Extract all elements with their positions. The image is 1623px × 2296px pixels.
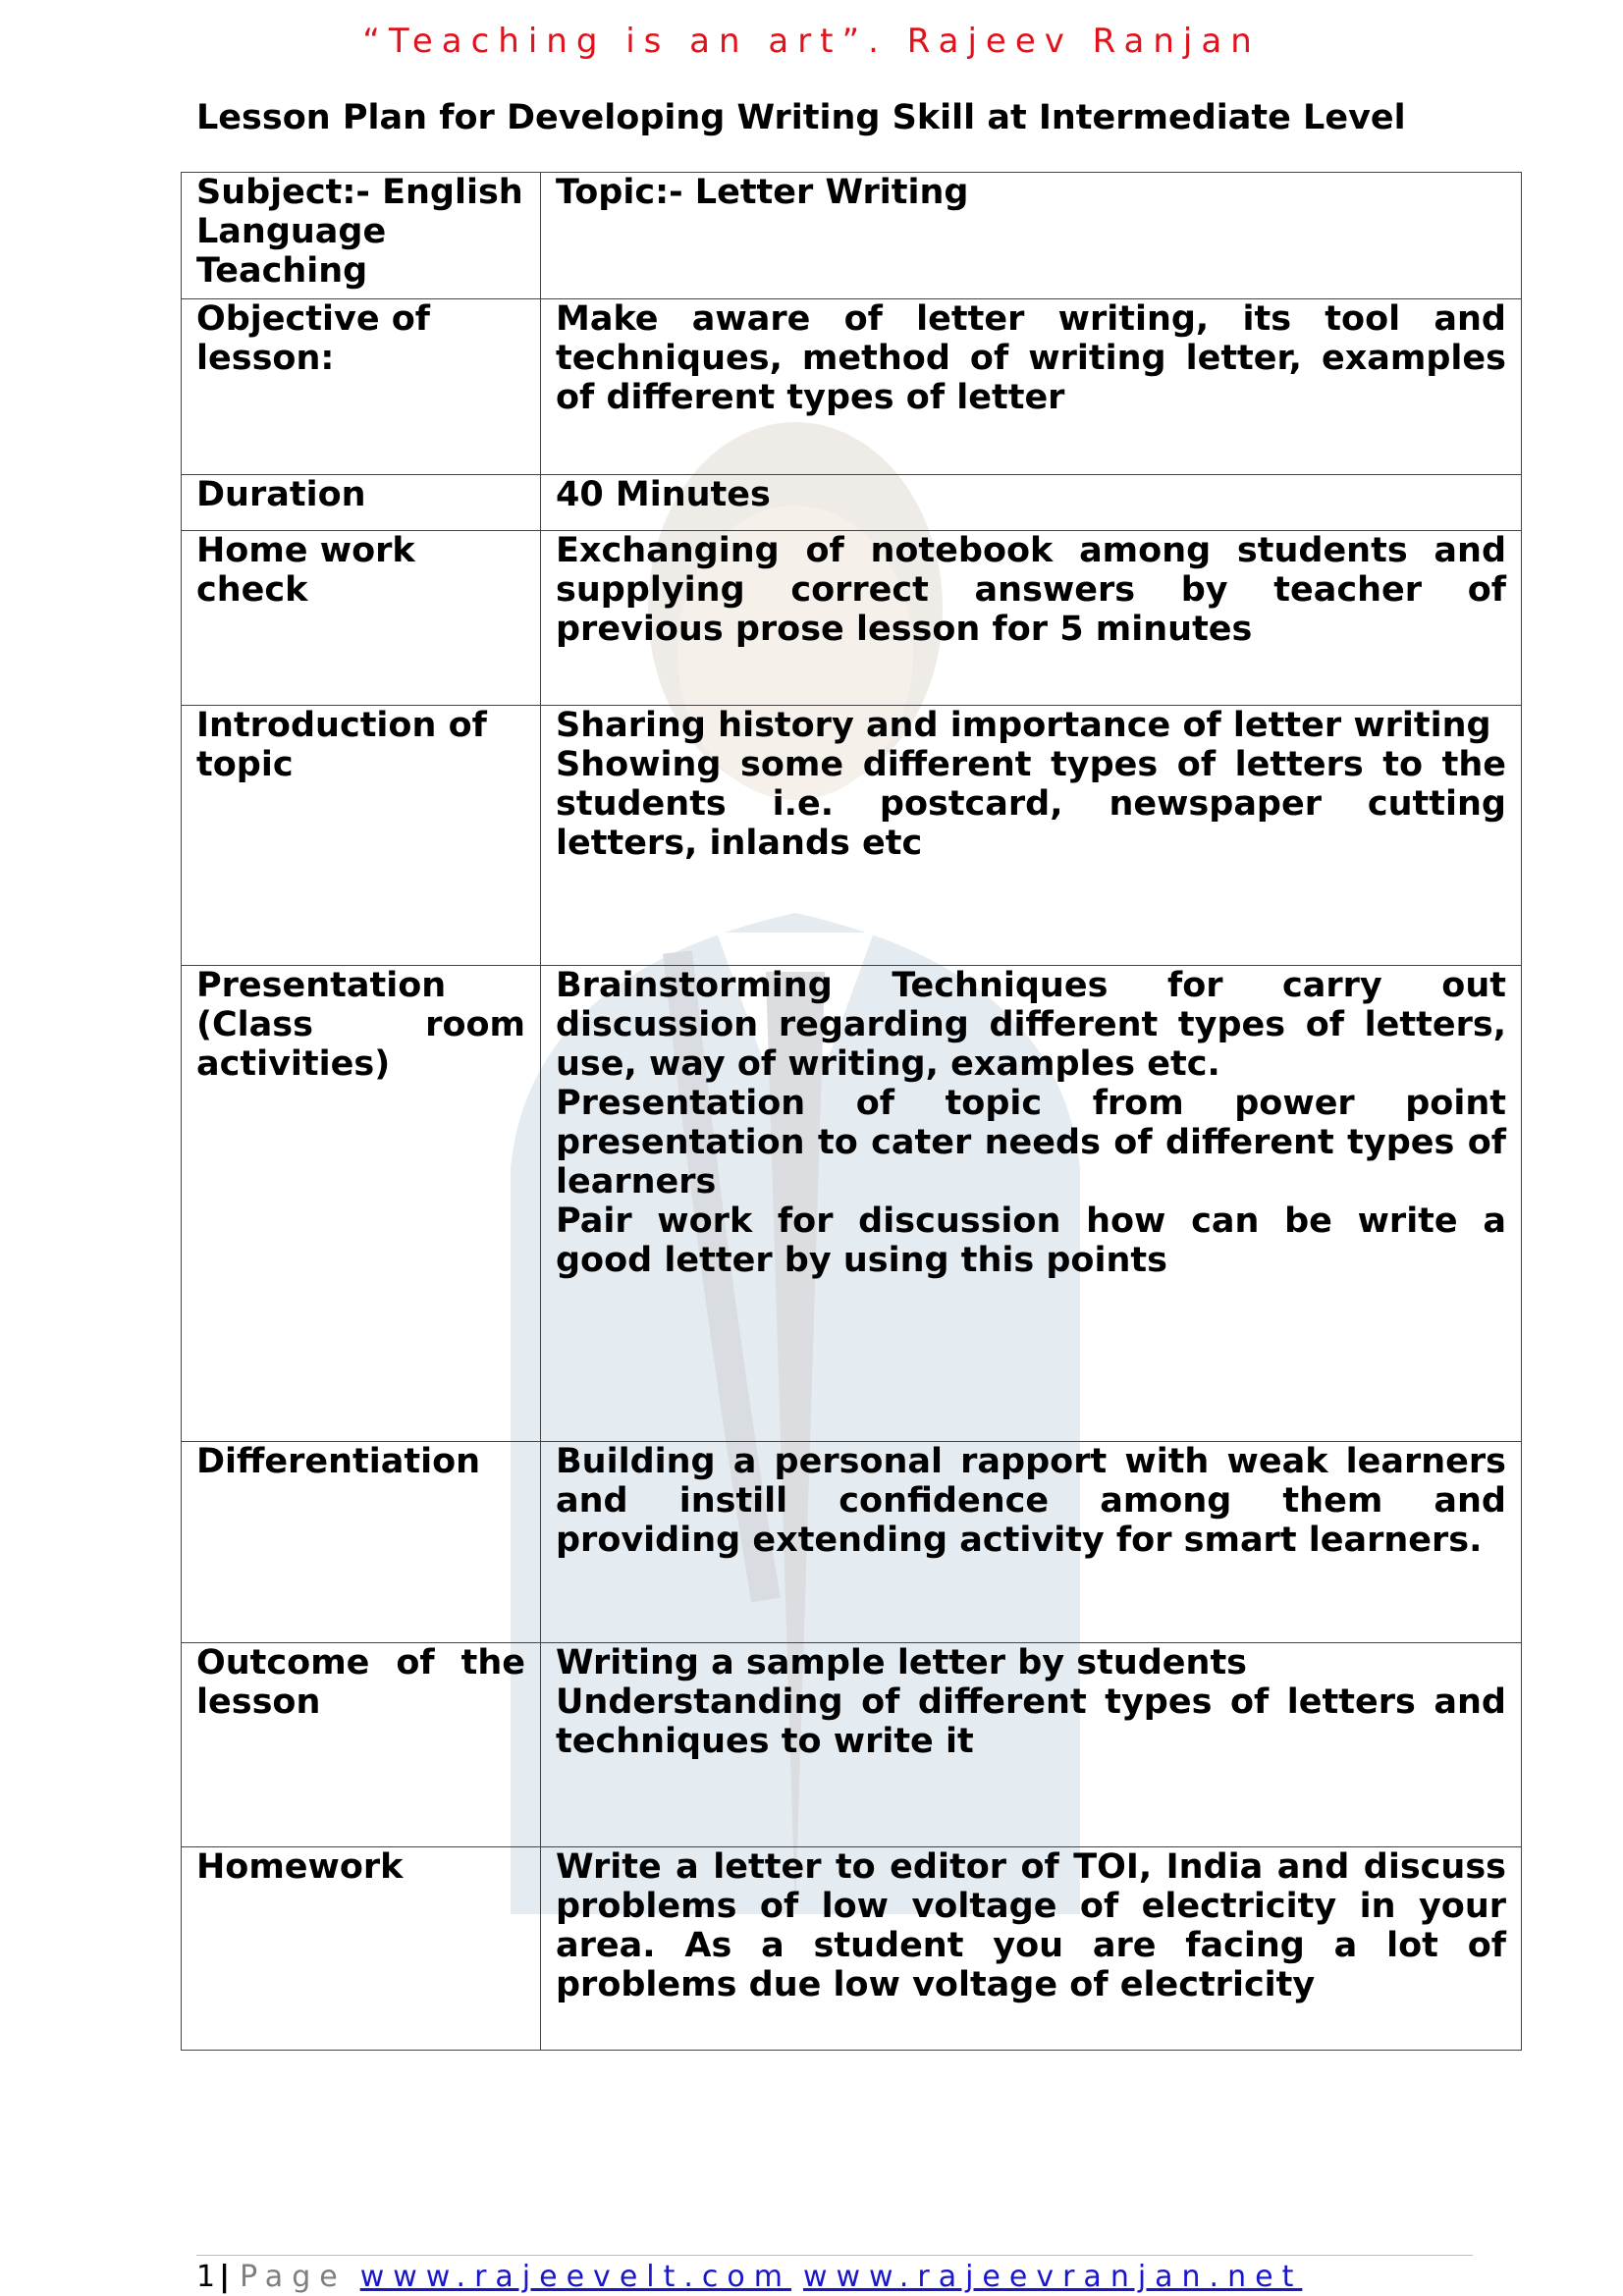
- lesson-plan-table: [181, 172, 1522, 2051]
- row-content: [541, 966, 1522, 1442]
- row-content: [541, 475, 1522, 531]
- row-content: [541, 1643, 1522, 1847]
- row-label: Introduction of topic: [182, 706, 541, 966]
- table-row: [182, 966, 1522, 1442]
- row-content: [541, 531, 1522, 706]
- row-label: Duration: [182, 475, 541, 531]
- page-footer: [196, 2260, 1314, 2294]
- table-row: [182, 1847, 1522, 2051]
- row-label: Outcome of the lesson: [182, 1643, 541, 1847]
- row-content: [541, 299, 1522, 475]
- page-word: Page: [240, 2260, 347, 2294]
- content-line: Understanding of different types of letters and techniques to write it: [556, 1682, 1506, 1761]
- content-line: Make aware of letter writing, its tool and techniques, method of writing letter, examples of different types of letter: [556, 299, 1506, 417]
- table-row: [182, 1442, 1522, 1643]
- row-content: [541, 706, 1522, 966]
- header-quote: “Teaching is an art”. Rajeev Ranjan: [362, 22, 1261, 61]
- footer-link-rajeevranjan[interactable]: www.rajeevranjan.net: [802, 2260, 1303, 2294]
- row-label: Home work check: [182, 531, 541, 706]
- content-line: Building a personal rapport with weak learners and instill confidence among them and providing extending activity for smart learners.: [556, 1442, 1506, 1560]
- content-line: Sharing history and importance of letter writing: [556, 706, 1491, 745]
- row-content: [541, 173, 1522, 299]
- row-label: Presentation (Class room activities): [182, 966, 541, 1442]
- row-label: Differentiation: [182, 1442, 541, 1643]
- content-line: Pair work for discussion how can be write a good letter by using this points: [556, 1201, 1506, 1280]
- content-line: 40 Minutes: [556, 475, 771, 514]
- table-row: [182, 531, 1522, 706]
- row-content: [541, 1442, 1522, 1643]
- row-label: Homework: [182, 1847, 541, 2051]
- content-line: Exchanging of notebook among students and supplying correct answers by teacher of previous prose lesson for 5 minutes: [556, 531, 1506, 649]
- content-line: Write a letter to editor of TOI, India and discuss problems of low voltage of electricity in your area. As a student you are facing a lot of problems due low voltage of electricity: [556, 1847, 1506, 2004]
- content-line: Brainstorming Techniques for carry out discussion regarding different types of letters, use, way of writing, examples etc.: [556, 966, 1506, 1084]
- content-line: Presentation of topic from power point presentation to cater needs of different types of learners: [556, 1084, 1506, 1201]
- page-number: 1: [196, 2260, 216, 2294]
- table-row: [182, 706, 1522, 966]
- content-line: Writing a sample letter by students: [556, 1643, 1248, 1682]
- row-label: Objective of lesson:: [182, 299, 541, 475]
- content-line: Topic:- Letter Writing: [556, 173, 969, 212]
- page-title: Lesson Plan for Developing Writing Skill at Intermediate Level: [196, 98, 1406, 137]
- table-row: [182, 173, 1522, 299]
- footer-separator: |: [219, 2260, 231, 2294]
- row-content: [541, 1847, 1522, 2051]
- footer-link-rajeevelt[interactable]: www.rajeevelt.com: [359, 2260, 791, 2294]
- table-row: [182, 1643, 1522, 1847]
- row-label: Subject:- English Language Teaching: [182, 173, 541, 299]
- content-line: Showing some different types of letters to the students i.e. postcard, newspaper cutting letters, inlands etc: [556, 745, 1506, 863]
- footer-divider: [196, 2255, 1473, 2256]
- table-row: [182, 299, 1522, 475]
- table-row: [182, 475, 1522, 531]
